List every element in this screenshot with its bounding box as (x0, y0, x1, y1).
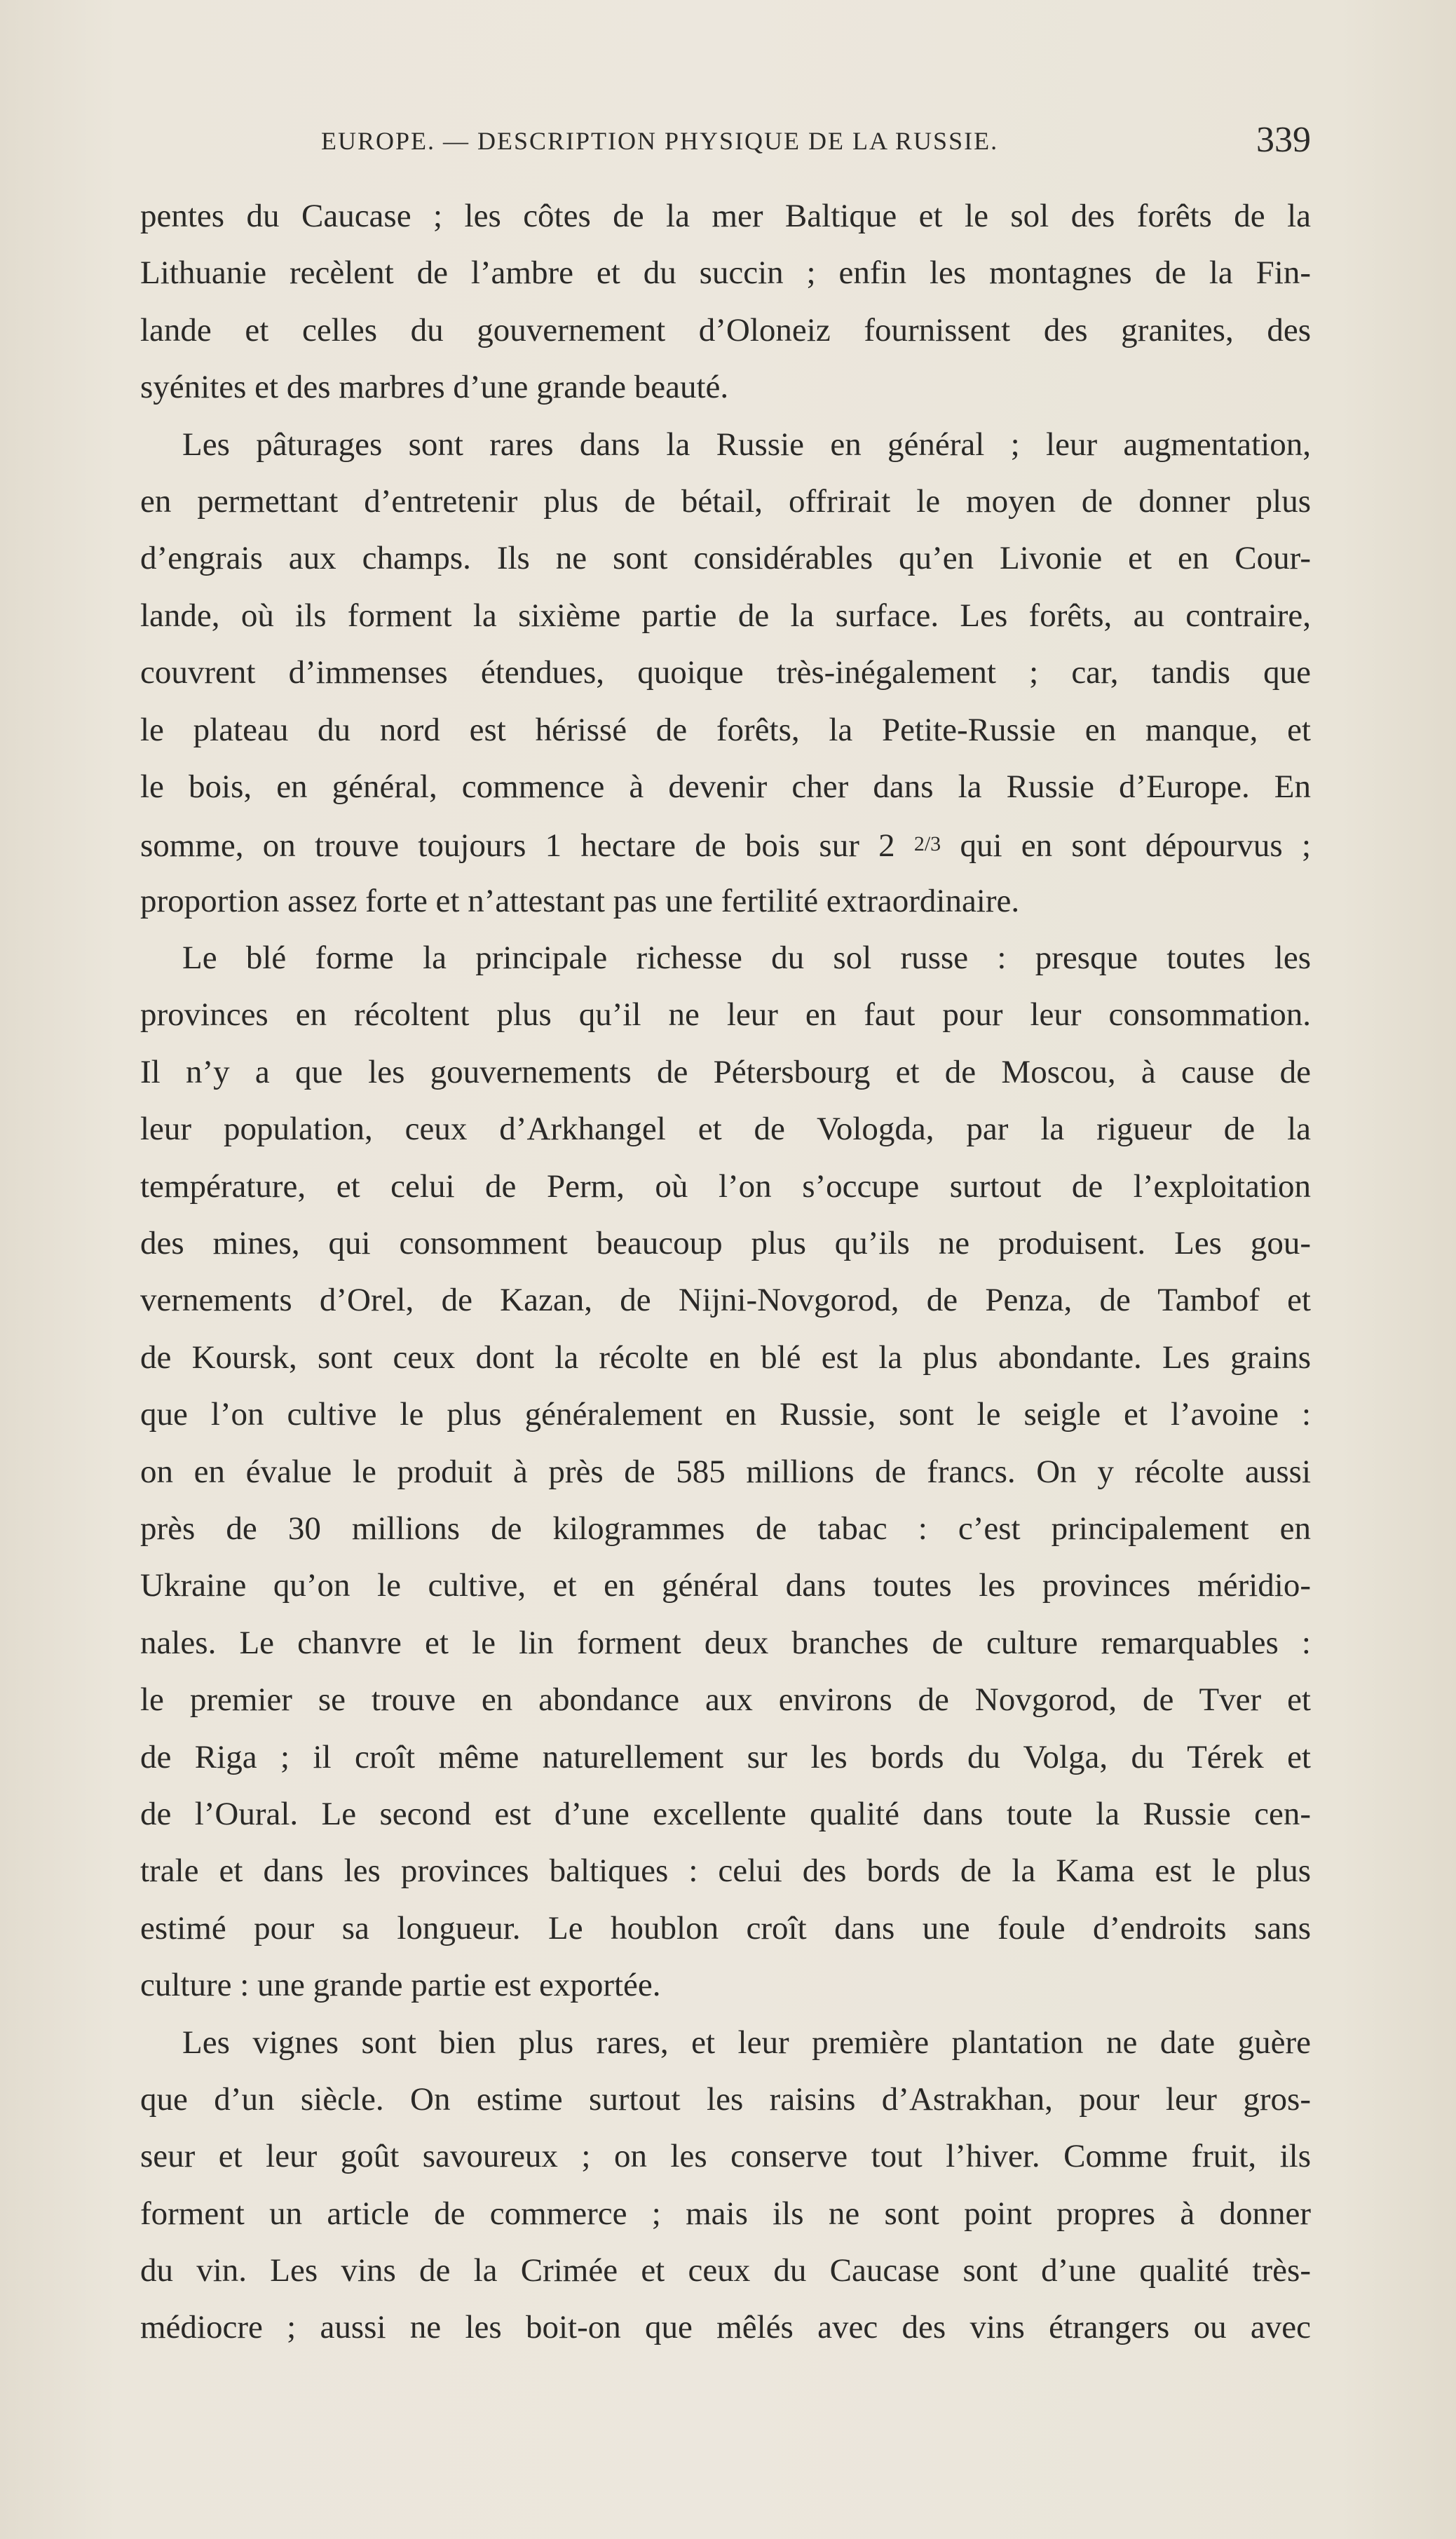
text-line: vernements d’Orel, de Kazan, de Nijni-Novgorod, de Penza, de Tambof et (140, 1282, 1311, 1319)
text-line: des mines, qui consomment beaucoup plus qu’ils ne produisent. Les gou- (140, 1225, 1311, 1262)
text-line: lande et celles du gouvernement d’Oloneiz fournissent des granites, des (140, 311, 1311, 348)
text-line: provinces en récoltent plus qu’il ne leur en faut pour leur consommation. (140, 996, 1311, 1034)
paragraph-start-line: Les vignes sont bien plus rares, et leur première plantation ne date guère (182, 2024, 1311, 2061)
text-line: on en évalue le produit à près de 585 millions de francs. On y récolte aussi (140, 1453, 1311, 1490)
text-line-with-fraction (140, 815, 1311, 872)
text-line: proportion assez forte et n’attestant pas une fertilité extraordinaire. (140, 882, 1020, 919)
paragraph-start-line: Le blé forme la principale richesse du sol russe : presque toutes les (182, 940, 1311, 977)
text-line: forment un article de commerce ; mais ils ne sont point propres à donner (140, 2195, 1311, 2232)
text-line: Ukraine qu’on le cultive, et en général dans toutes les provinces méridio- (140, 1567, 1311, 1604)
text-line: température, et celui de Perm, où l’on s’occupe surtout de l’exploitation (140, 1167, 1311, 1205)
running-header (321, 119, 1311, 168)
text-line: que d’un siècle. On estime surtout les raisins d’Astrakhan, pour leur gros- (140, 2080, 1311, 2118)
text-line: leur population, ceux d’Arkhangel et de Vologda, par la rigueur de la (140, 1111, 1311, 1148)
text-line: Lithuanie recèlent de l’ambre et du succin ; enfin les montagnes de la Fin- (140, 255, 1311, 292)
text-line: de Riga ; il croît même naturellement sur les bords du Volga, du Térek et (140, 1738, 1311, 1775)
text-line: médiocre ; aussi ne les boit-on que mêlés avec des vins étrangers ou avec (140, 2309, 1311, 2346)
text-line: lande, où ils forment la sixième partie de la surface. Les forêts, au contraire, (140, 597, 1311, 634)
text-line: culture : une grande partie est exportée. (140, 1967, 661, 2004)
text-line: de Koursk, sont ceux dont la récolte en blé est la plus abondante. Les grains (140, 1339, 1311, 1376)
paragraph-start-line: Les pâturages sont rares dans la Russie en général ; leur augmentation, (182, 426, 1311, 463)
text-line: de l’Oural. Le second est d’une excellente qualité dans toute la Russie cen- (140, 1795, 1311, 1832)
text-line: que l’on cultive le plus généralement en Russie, sont le seigle et l’avoine : (140, 1396, 1311, 1433)
text-line: le premier se trouve en abondance aux environs de Novgorod, de Tver et (140, 1681, 1311, 1719)
running-title: EUROPE. — DESCRIPTION PHYSIQUE DE LA RUSSIE. (321, 127, 999, 155)
body-text (140, 188, 1311, 2357)
text-line: trale et dans les provinces baltiques : celui des bords de la Kama est le plus (140, 1853, 1311, 1890)
text-line: du vin. Les vins de la Crimée et ceux du Caucase sont d’une qualité très- (140, 2252, 1311, 2289)
line-text-before-fraction: somme, on trouve toujours 1 hectare de bois sur 2 (140, 827, 895, 865)
text-line: seur et leur goût savoureux ; on les conserve tout l’hiver. Comme fruit, ils (140, 2138, 1311, 2175)
text-line: nales. Le chanvre et le lin forment deux branches de culture remarquables : (140, 1624, 1311, 1661)
text-line: d’engrais aux champs. Ils ne sont considérables qu’en Livonie et en Cour- (140, 540, 1311, 577)
text-line: le bois, en général, commence à devenir cher dans la Russie d’Europe. En (140, 768, 1311, 805)
text-line: couvrent d’immenses étendues, quoique très-inégalement ; car, tandis que (140, 654, 1311, 691)
text-line: pentes du Caucase ; les côtes de la mer Baltique et le sol des forêts de la (140, 198, 1311, 234)
text-line: en permettant d’entretenir plus de bétail, offrirait le moyen de donner plus (140, 482, 1311, 520)
fraction: 2/3 (913, 832, 941, 856)
text-line: estimé pour sa longueur. Le houblon croît dans une foule d’endroits sans (140, 1909, 1311, 1946)
page-number: 339 (1256, 120, 1311, 160)
text-line: près de 30 millions de kilogrammes de tabac : c’est principalement en (140, 1510, 1311, 1547)
line-text-after-fraction: qui en sont dépourvus ; (960, 827, 1312, 865)
text-line: le plateau du nord est hérissé de forêts, la Petite-Russie en manque, et (140, 711, 1311, 748)
text-line: syénites et des marbres d’une grande beauté. (140, 369, 729, 406)
text-line: Il n’y a que les gouvernements de Pétersbourg et de Moscou, à cause de (140, 1053, 1311, 1090)
